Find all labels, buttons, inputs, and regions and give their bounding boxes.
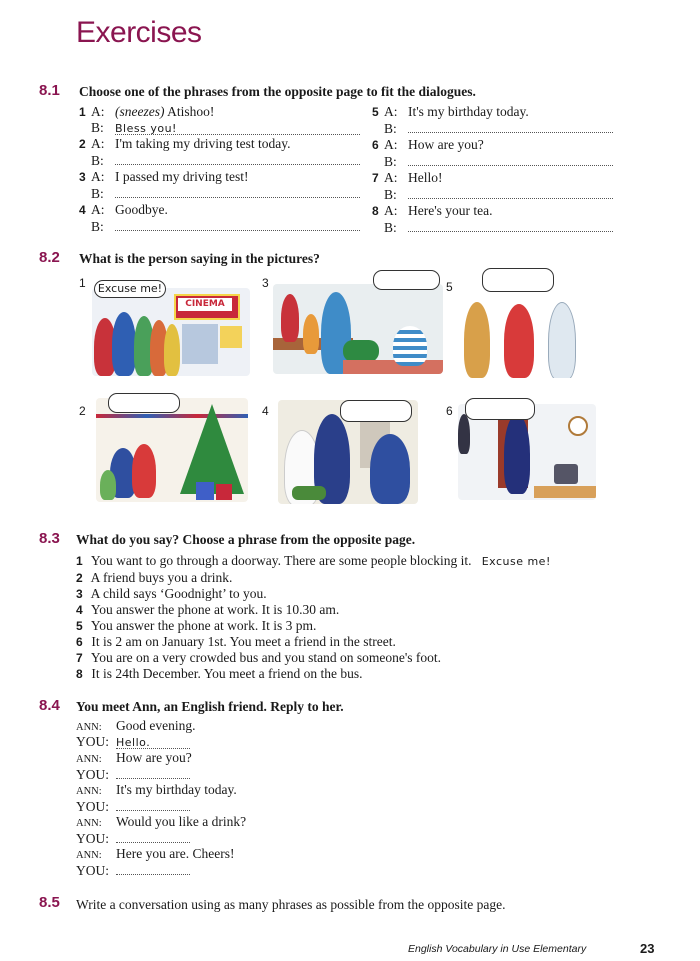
reply-field[interactable] bbox=[116, 830, 190, 843]
page-title: Exercises bbox=[76, 16, 202, 49]
list-item: 7 You are on a very crowded bus and you stand on someone's foot. bbox=[76, 650, 441, 665]
dialogue-b-line: B: bbox=[372, 186, 622, 203]
footer-book-title: English Vocabulary in Use Elementary bbox=[408, 943, 587, 955]
ann-line: ANN: Here you are. Cheers! bbox=[76, 846, 235, 861]
you-line: YOU: Hello. bbox=[76, 734, 336, 750]
exercise-number-8-1: 8.1 bbox=[39, 82, 60, 99]
exercise-instruction-8-2: What is the person saying in the pictures? bbox=[79, 251, 320, 266]
list-item: 5 You answer the phone at work. It is 3 pm. bbox=[76, 618, 317, 633]
dialogue-a-line: 7 A: Hello! bbox=[372, 170, 443, 185]
desk-illustration bbox=[534, 486, 596, 498]
page-number: 23 bbox=[640, 941, 655, 956]
speech-bubble bbox=[340, 400, 412, 422]
list-item: 8 It is 24th December. You meet a friend on the bus. bbox=[76, 666, 363, 681]
bag-illustration bbox=[343, 340, 379, 362]
dialogue-b-line: B: bbox=[372, 153, 622, 170]
answer-field[interactable] bbox=[408, 219, 613, 232]
person-illustration bbox=[370, 434, 410, 504]
dialogue-a-line: 8 A: Here's your tea. bbox=[372, 203, 493, 218]
person-illustration bbox=[281, 294, 299, 342]
answer-field[interactable] bbox=[408, 186, 613, 199]
reply-field[interactable] bbox=[116, 766, 190, 779]
you-line: YOU: bbox=[76, 830, 336, 846]
picture-cinema-queue: CINEMA bbox=[92, 288, 250, 376]
dialogue-a-line: 4 A: Goodbye. bbox=[79, 202, 168, 217]
speech-bubble bbox=[108, 393, 180, 413]
answer-field[interactable] bbox=[408, 120, 613, 133]
ann-line: ANN: Good evening. bbox=[76, 718, 196, 733]
picture-number: 6 bbox=[446, 404, 453, 418]
dialogue-b-line: B: bbox=[79, 218, 364, 235]
dialogue-a-line: 2 A: I'm taking my driving test today. bbox=[79, 136, 291, 151]
speech-bubble bbox=[482, 268, 554, 292]
reply-field[interactable]: Hello. bbox=[116, 736, 190, 749]
picture-christmas-tree bbox=[96, 398, 248, 502]
dialogue-b-line: B: bbox=[79, 185, 364, 202]
reply-field[interactable] bbox=[116, 862, 190, 875]
speech-bubble bbox=[373, 270, 440, 290]
exercise-number-8-2: 8.2 bbox=[39, 249, 60, 266]
person-illustration bbox=[100, 470, 116, 500]
dialogue-a-line: 1 A: (sneezes) Atishoo! bbox=[79, 104, 215, 119]
answer-field[interactable] bbox=[115, 152, 360, 165]
coat-illustration bbox=[458, 414, 470, 454]
exercise-8-3-list bbox=[76, 553, 636, 682]
person-illustration bbox=[112, 312, 136, 376]
christmas-tree-illustration bbox=[180, 404, 244, 494]
dialogue-b-line: B: bbox=[372, 219, 622, 236]
picture-drinks-toast bbox=[460, 292, 585, 378]
dialogue-b-line: B: bbox=[372, 120, 622, 137]
picture-number: 3 bbox=[262, 276, 269, 290]
exercise-8-4-dialogue bbox=[76, 718, 336, 878]
picture-number: 1 bbox=[79, 276, 86, 290]
flowers-illustration bbox=[292, 486, 326, 500]
exercise-number-8-4: 8.4 bbox=[39, 697, 60, 714]
you-line: YOU: bbox=[76, 766, 336, 782]
list-item: 2 A friend buys you a drink. bbox=[76, 570, 233, 585]
exercise-number-8-3: 8.3 bbox=[39, 530, 60, 547]
computer-illustration bbox=[554, 464, 578, 484]
person-illustration bbox=[393, 326, 427, 366]
present-illustration bbox=[216, 484, 232, 500]
list-item: 6 It is 2 am on January 1st. You meet a friend in the street. bbox=[76, 634, 396, 649]
exercise-instruction-8-5: Write a conversation using as many phrases as possible from the opposite page. bbox=[76, 897, 506, 912]
dialogue-a-line: 5 A: It's my birthday today. bbox=[372, 104, 529, 119]
person-illustration bbox=[132, 444, 156, 498]
list-item: 4 You answer the phone at work. It is 10.30 am. bbox=[76, 602, 340, 617]
person-illustration bbox=[504, 414, 530, 494]
list-item: 1 You want to go through a doorway. There are some people blocking it. Excuse me! bbox=[76, 553, 551, 568]
ann-line: ANN: It's my birthday today. bbox=[76, 782, 237, 797]
person-illustration bbox=[303, 314, 319, 354]
you-line: YOU: bbox=[76, 798, 336, 814]
exercise-instruction-8-3: What do you say? Choose a phrase from the opposite page. bbox=[76, 532, 416, 547]
person-illustration bbox=[548, 302, 576, 378]
answer-field[interactable] bbox=[115, 185, 360, 198]
speech-bubble bbox=[465, 398, 535, 420]
ann-line: ANN: How are you? bbox=[76, 750, 192, 765]
dialogue-b-line: B: Bless you! bbox=[79, 120, 364, 136]
present-illustration bbox=[196, 482, 214, 500]
exercise-8-1-left-column bbox=[79, 104, 364, 235]
exercise-instruction-8-4: You meet Ann, an English friend. Reply to her. bbox=[76, 699, 344, 714]
reply-field[interactable] bbox=[116, 798, 190, 811]
answer-field[interactable] bbox=[115, 218, 360, 231]
exercise-instruction-8-1: Choose one of the phrases from the opposite page to fit the dialogues. bbox=[79, 84, 476, 99]
answer-text[interactable]: Excuse me! bbox=[481, 555, 551, 568]
picture-number: 5 bbox=[446, 280, 453, 294]
picture-number: 2 bbox=[79, 404, 86, 418]
ann-line: ANN: Would you like a drink? bbox=[76, 814, 247, 829]
exercise-number-8-5: 8.5 bbox=[39, 894, 60, 911]
you-line: YOU: bbox=[76, 862, 336, 878]
list-item: 3 A child says ‘Goodnight’ to you. bbox=[76, 586, 267, 601]
exercise-8-1-right-column bbox=[372, 104, 622, 236]
picture-number: 4 bbox=[262, 404, 269, 418]
person-illustration bbox=[504, 304, 534, 378]
dialogue-a-line: 3 A: I passed my driving test! bbox=[79, 169, 249, 184]
speech-bubble: Excuse me! bbox=[94, 280, 166, 298]
answer-field[interactable] bbox=[408, 153, 613, 166]
dialogue-b-line: B: bbox=[79, 152, 364, 169]
answer-field[interactable]: Bless you! bbox=[115, 122, 360, 135]
person-illustration bbox=[464, 302, 490, 378]
person-illustration bbox=[164, 324, 180, 376]
clock-illustration bbox=[568, 416, 588, 436]
picture-bag-knocks-cup bbox=[273, 284, 443, 374]
dialogue-a-line: 6 A: How are you? bbox=[372, 137, 484, 152]
